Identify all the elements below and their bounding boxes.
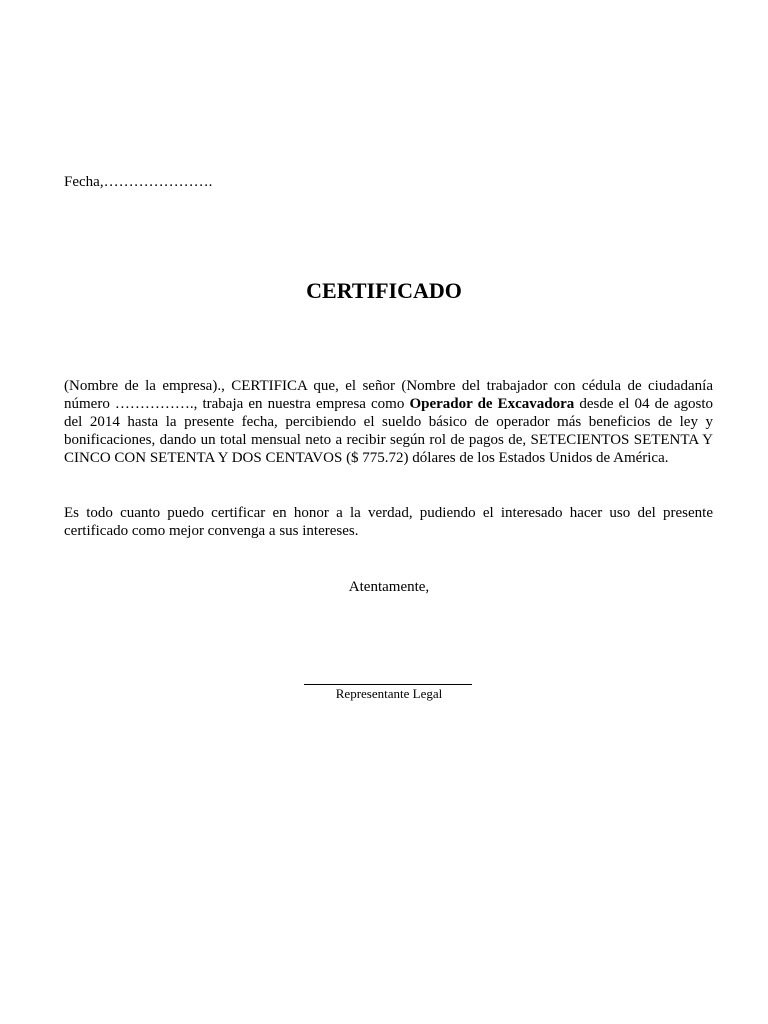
date-line: Fecha,…………………. <box>64 174 213 190</box>
certification-text-part1: (Nombre de la empresa)., CERTIFICA que, el señor (Nombre del trabajador con cédula de ciudadanía número ……………., trabaja en nuestra empresa como <box>64 378 713 412</box>
certification-text-part2: desde el 04 de agosto del 2014 hasta la presente fecha, percibiendo el sueldo básico de operador más beneficios de ley y bonificaciones, dando un total mensual neto a recibir según rol de pagos de, SETECIENTOS SETENTA Y CINCO CON SETENTA Y DOS CENTAVOS ($ 775.72) dólares de los Estados Unidos de América. <box>64 396 713 466</box>
signature-label: Representante Legal <box>335 686 443 701</box>
closing-salutation: Atentamente, <box>348 579 430 595</box>
job-position: Operador de Excavadora <box>409 396 575 412</box>
document-title: CERTIFICADO <box>306 278 462 303</box>
certification-paragraph <box>64 377 713 467</box>
closing-paragraph: Es todo cuanto puedo certificar en honor a la verdad, pudiendo el interesado hacer uso del presente certificado como mejor convenga a sus intereses. <box>64 505 713 539</box>
signature-line <box>304 684 472 685</box>
